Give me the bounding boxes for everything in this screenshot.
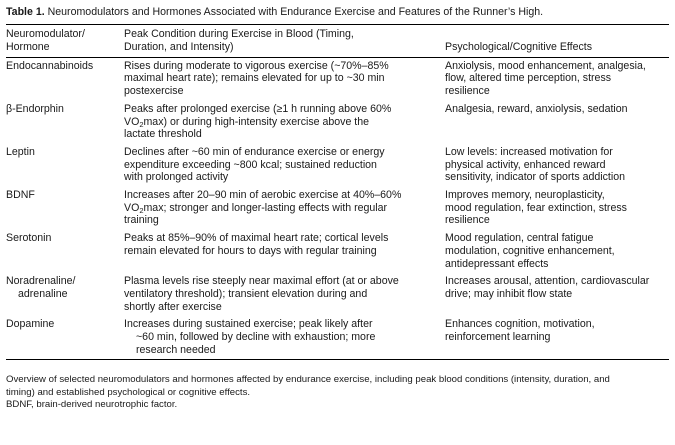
effects-line: Improves memory, neuroplasticity, — [445, 189, 605, 202]
cell-peak — [124, 187, 445, 230]
header-effects: Psychological/Cognitive Effects — [445, 41, 593, 53]
peak-line-rest: max) or during high-intensity exercise above the — [143, 115, 370, 128]
peak-line: Peaks after prolonged exercise (≥1 h running above 60% — [124, 102, 392, 115]
header-peak-line1: Peak Condition during Exercise in Blood (Timing, — [124, 28, 354, 40]
peak-line: Increases after 20–90 min of aerobic exercise at 40%–60% — [124, 189, 402, 202]
name-line: Serotonin — [6, 232, 52, 245]
table-label: Table 1. — [6, 6, 45, 18]
peak-line: postexercise — [124, 85, 184, 98]
peak-line: maximal heart rate); remains elevated for up to ~30 min — [124, 72, 385, 85]
name-line: Endocannabinoids — [6, 59, 94, 72]
table-row — [6, 187, 669, 230]
cell-effects — [445, 101, 669, 144]
peak-line: remain elevated for hours to days with regular training — [124, 244, 377, 257]
data-table — [6, 25, 669, 57]
peak-line: with prolonged activity — [124, 171, 229, 184]
table-row — [6, 316, 669, 359]
effects-line: resilience — [445, 214, 490, 227]
effects-line: antidepressant effects — [445, 257, 549, 270]
effects-line: Mood regulation, central fatigue — [445, 232, 594, 245]
peak-line: training — [124, 214, 159, 227]
effects-line: sensitivity, indicator of sports addiction — [445, 171, 625, 184]
table-row — [6, 58, 669, 101]
peak-line: expenditure exceeding ~800 kcal; sustained reduction — [124, 158, 377, 171]
header-peak-line2: Duration, and Intensity) — [124, 40, 234, 53]
vo2-text: VO — [124, 201, 140, 214]
peak-line: Increases during sustained exercise; peak likely after — [124, 318, 373, 331]
peak-line: Declines after ~60 min of endurance exercise or energy — [124, 145, 385, 158]
vo2-subscript: 2 — [139, 205, 144, 215]
cell-peak — [124, 316, 445, 359]
effects-line: Enhances cognition, motivation, — [445, 318, 595, 331]
effects-line: flow, altered time perception, stress — [445, 72, 612, 85]
cell-effects — [445, 230, 669, 273]
effects-line: reinforcement learning — [445, 331, 551, 344]
cell-effects — [445, 58, 669, 101]
cell-peak — [124, 144, 445, 187]
name-line: β-Endorphin — [6, 102, 64, 115]
cell-name — [6, 101, 124, 144]
cell-name — [6, 187, 124, 230]
cell-name — [6, 144, 124, 187]
header-peak-condition — [124, 25, 445, 57]
peak-line — [124, 116, 445, 129]
peak-line-rest: max; stronger and longer-lasting effects with regular — [143, 201, 388, 214]
table-row — [6, 101, 669, 144]
cell-effects — [445, 144, 669, 187]
peak-line: Peaks at 85%–90% of maximal heart rate; cortical levels — [124, 232, 389, 245]
cell-name — [6, 58, 124, 101]
peak-line: lactate threshold — [124, 128, 202, 141]
header-neuromodulator-line2: Hormone — [6, 40, 50, 53]
name-line: Dopamine — [6, 318, 55, 331]
effects-line: physical activity, enhanced reward — [445, 158, 606, 171]
header-neuromodulator — [6, 25, 124, 57]
table-footnotes — [6, 374, 669, 411]
peak-line — [124, 202, 445, 215]
effects-line: drive; may inhibit flow state — [445, 287, 573, 300]
bottom-rule — [6, 359, 669, 360]
table-row — [6, 230, 669, 273]
vo2-text: VO — [124, 115, 140, 128]
table-caption — [6, 5, 669, 19]
footnote-overview-line: Overview of selected neuromodulators and hormones affected by endurance exercise, including peak blood conditions (intensity, duration, and — [6, 374, 610, 386]
effects-line: modulation, cognitive enhancement, — [445, 244, 615, 257]
name-line: adrenaline — [18, 287, 68, 300]
peak-line: shortly after exercise — [124, 300, 222, 313]
effects-line: Anxiolysis, mood enhancement, analgesia, — [445, 59, 646, 72]
cell-peak — [124, 101, 445, 144]
cell-peak — [124, 230, 445, 273]
cell-peak — [124, 273, 445, 316]
cell-name — [6, 273, 124, 316]
header-row — [6, 25, 669, 57]
peak-line: research needed — [136, 343, 216, 356]
cell-effects — [445, 273, 669, 316]
peak-line: ventilatory threshold); transient elevation during and — [124, 287, 368, 300]
header-neuromodulator-line1: Neuromodulator/ — [6, 28, 85, 40]
peak-line: ~60 min, followed by decline with exhaustion; more — [136, 331, 376, 344]
effects-line: resilience — [445, 85, 490, 98]
table-container — [6, 5, 669, 412]
vo2-subscript: 2 — [139, 119, 144, 129]
effects-line: Low levels: increased motivation for — [445, 145, 613, 158]
name-line: Noradrenaline/ — [6, 275, 76, 288]
name-line: Leptin — [6, 145, 35, 158]
peak-line: Rises during moderate to vigorous exercise (~70%–85% — [124, 59, 389, 72]
peak-line: Plasma levels rise steeply near maximal effort (at or above — [124, 275, 399, 288]
cell-peak — [124, 58, 445, 101]
footnote-overview-line: timing) and established psychological or cognitive effects. — [6, 386, 251, 398]
effects-line: Analgesia, reward, anxiolysis, sedation — [445, 102, 628, 115]
table-row — [6, 144, 669, 187]
footnote-abbreviation: BDNF, brain-derived neurotrophic factor. — [6, 399, 178, 411]
cell-name — [6, 316, 124, 359]
name-line: BDNF — [6, 189, 35, 202]
effects-line: Increases arousal, attention, cardiovascular — [445, 275, 650, 288]
effects-line: mood regulation, fear extinction, stress — [445, 201, 627, 214]
table-title: Neuromodulators and Hormones Associated with Endurance Exercise and Features of the Runner’s High. — [47, 6, 544, 18]
cell-effects — [445, 187, 669, 230]
cell-effects — [445, 316, 669, 359]
data-table-body — [6, 58, 669, 360]
table-row — [6, 273, 669, 316]
cell-name — [6, 230, 124, 273]
